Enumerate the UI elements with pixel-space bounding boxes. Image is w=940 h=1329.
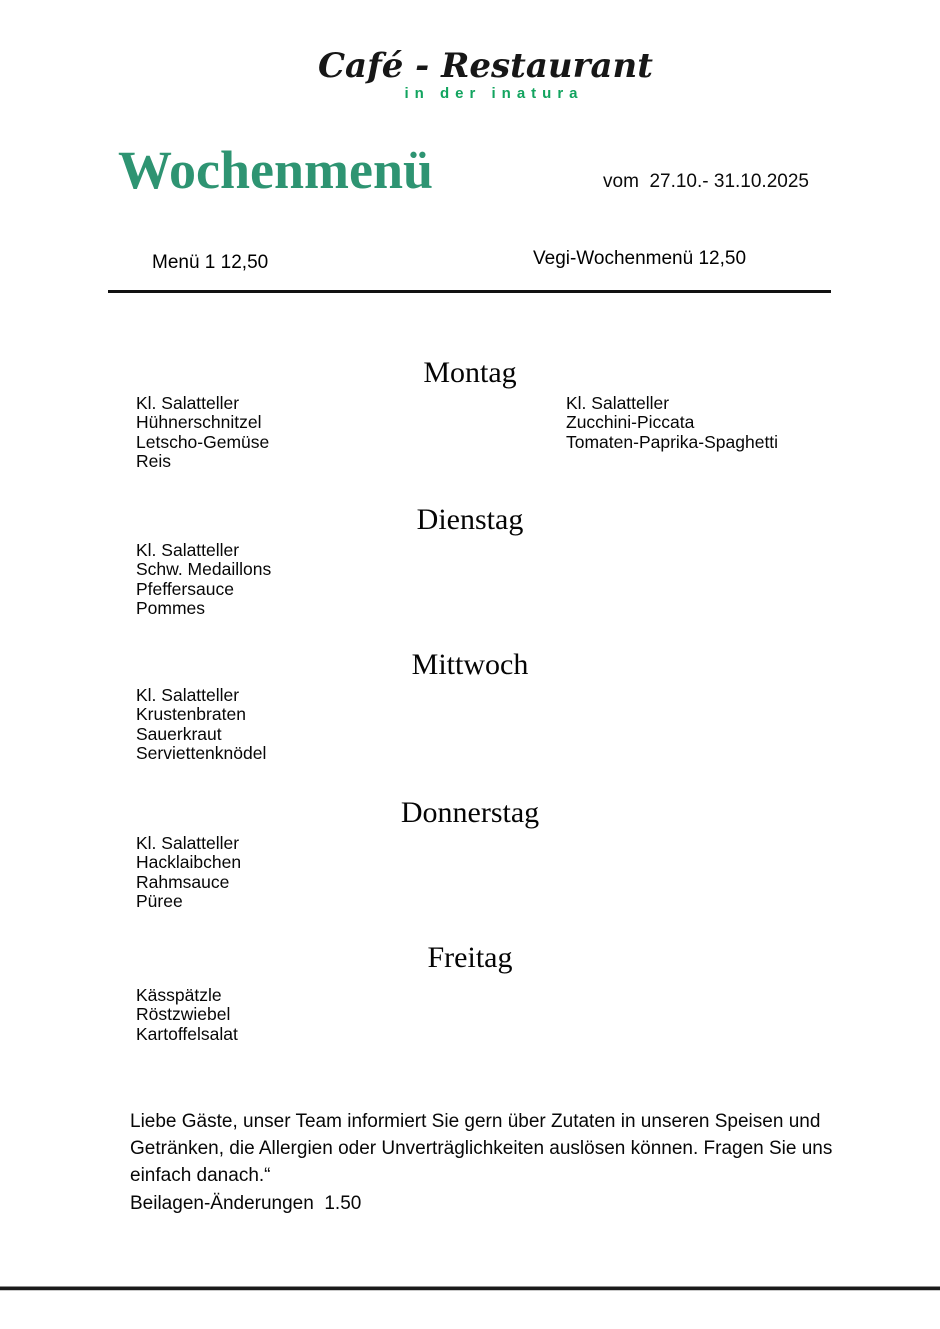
menu-item: Serviettenknödel	[136, 742, 267, 763]
menu-item: Kl. Salatteller	[136, 393, 240, 413]
menu1-items	[136, 834, 241, 911]
menu-item: Kl. Salatteller	[136, 540, 240, 560]
menu-item: Krustenbraten	[136, 704, 246, 725]
vegi-items	[566, 394, 778, 452]
date-range: vom 27.10.- 31.10.2025	[603, 171, 809, 192]
day-title: Freitag	[427, 941, 513, 974]
day-section-donnerstag	[0, 796, 940, 911]
menu1-items	[136, 686, 266, 763]
menu-item: Püree	[136, 890, 183, 911]
menu-item: Sauerkraut	[136, 723, 222, 744]
menu-item: Kl. Salatteller	[136, 685, 240, 705]
page-title: Wochenmenü	[118, 140, 434, 200]
menu-item: Schw. Medaillons	[136, 559, 272, 580]
menu-item: Kässpätzle	[136, 985, 222, 1005]
menu-item: Röstzwiebel	[136, 1004, 231, 1025]
menu-item: Pommes	[136, 597, 206, 618]
menu-item: Reis	[136, 450, 172, 471]
logo-subtitle: in der inatura	[404, 85, 584, 103]
day-section-montag	[0, 356, 940, 471]
menu-item: Letscho-Gemüse	[136, 431, 270, 452]
menu1-items	[136, 541, 271, 618]
day-title: Montag	[423, 356, 517, 389]
menu1-price-label: Menü 1 12,50	[152, 252, 269, 273]
day-title: Dienstag	[416, 503, 524, 536]
menu-item: Pfeffersauce	[136, 578, 234, 599]
vegi-price-label: Vegi-Wochenmenü 12,50	[533, 248, 747, 269]
allergy-note: Liebe Gäste, unser Team informiert Sie gern über Zutaten in unseren Speisen und Getränken, die Allergien oder Unverträglichkeiten auslösen können. Fragen Sie uns einfach danach.“	[130, 1111, 833, 1186]
menu-item: Kartoffelsalat	[136, 1023, 238, 1044]
day-section-dienstag	[0, 503, 940, 618]
menu-item: Hühnerschnitzel	[136, 412, 262, 433]
menu1-items	[136, 394, 269, 471]
day-title: Donnerstag	[400, 796, 540, 829]
day-section-freitag	[0, 941, 940, 1044]
menu-item: Rahmsauce	[136, 871, 230, 892]
day-title: Mittwoch	[411, 648, 529, 681]
day-section-mittwoch	[0, 648, 940, 763]
menu1-items	[136, 986, 238, 1044]
menu-item: Kl. Salatteller	[136, 833, 240, 853]
menu-item: Tomaten-Paprika-Spaghetti	[566, 431, 779, 452]
page-bottom-line	[0, 1286, 940, 1291]
menu-item: Hacklaibchen	[136, 852, 242, 873]
sides-price-note: Beilagen-Änderungen 1.50	[130, 1193, 362, 1214]
logo-name: Café - Restaurant	[318, 46, 653, 86]
menu-item: Kl. Salatteller	[566, 393, 670, 413]
menu-item: Zucchini-Piccata	[566, 412, 695, 433]
